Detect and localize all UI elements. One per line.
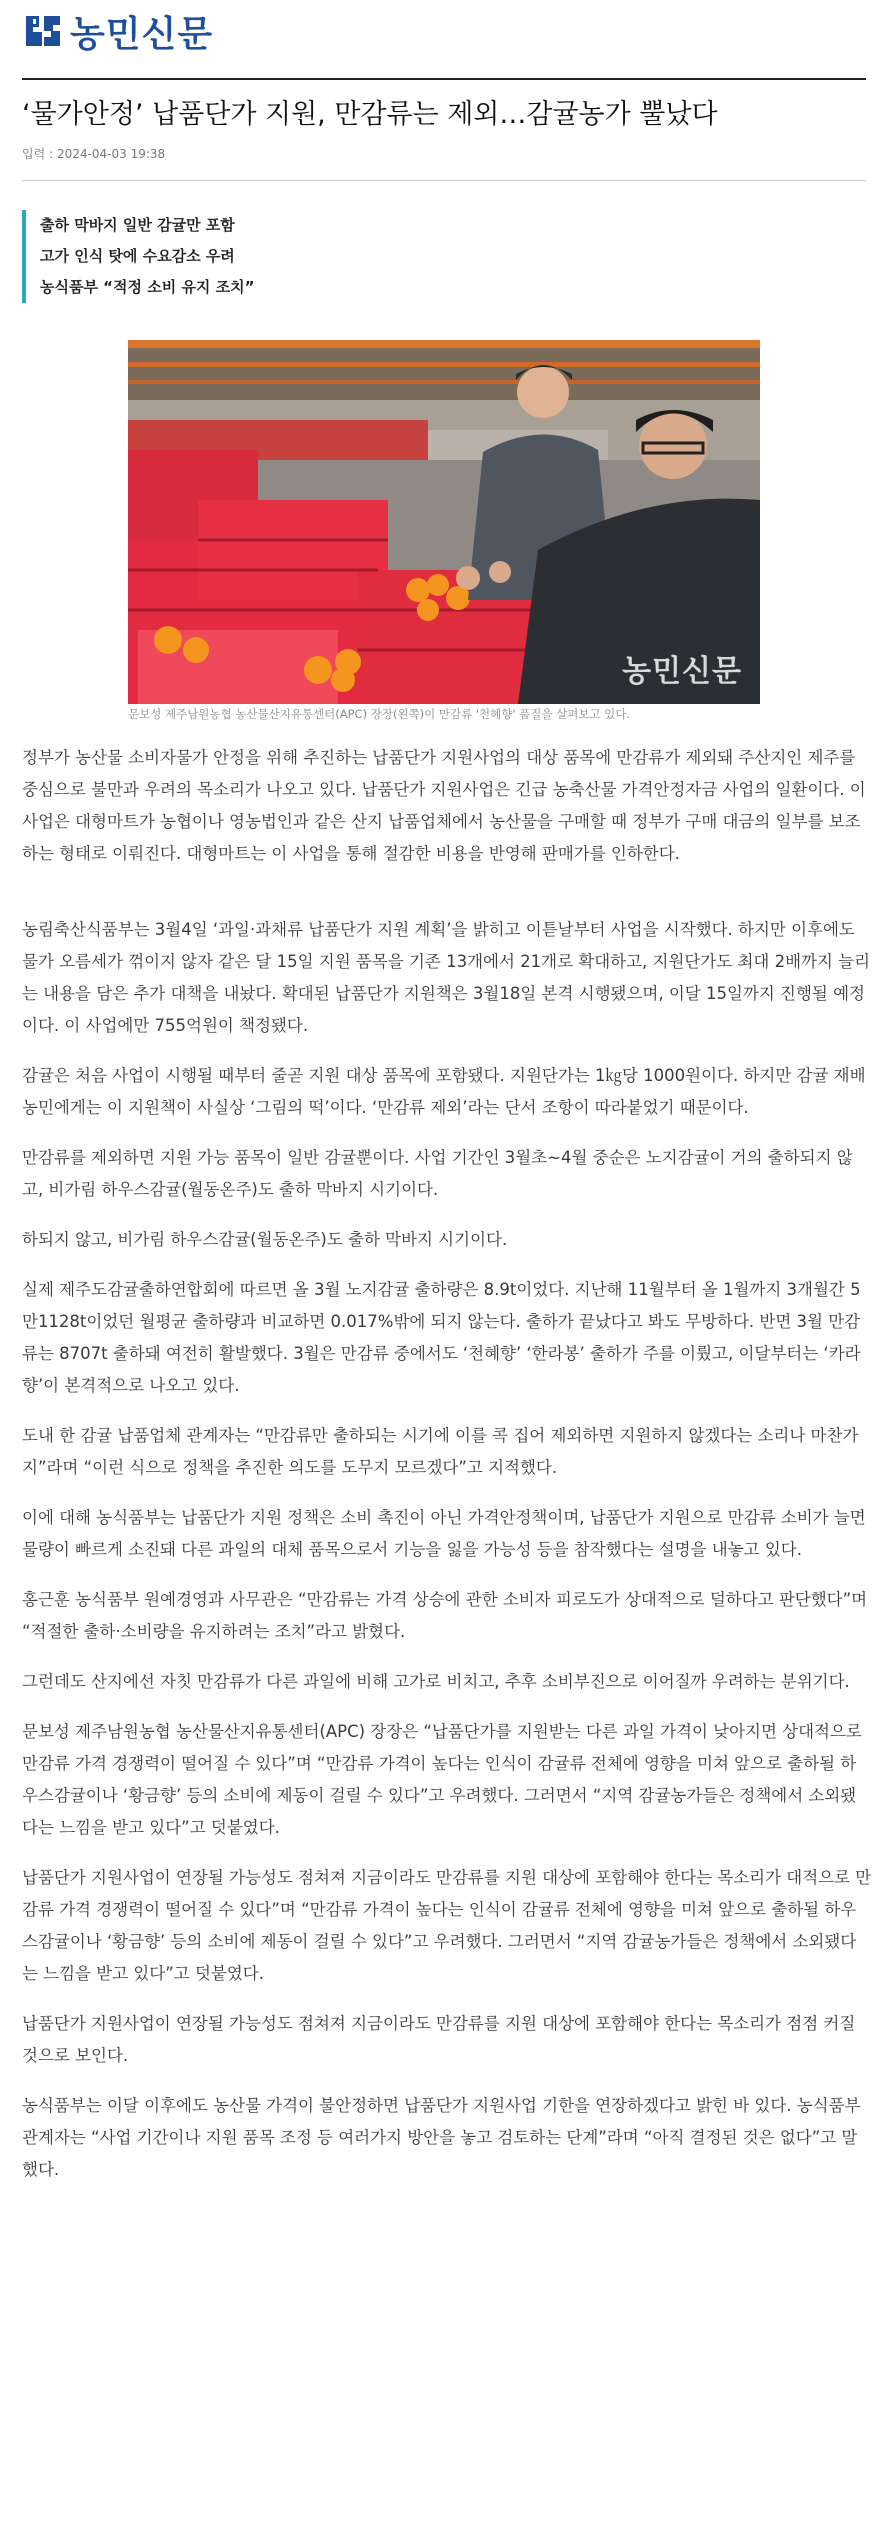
article-headline: ‘물가안정’ 납품단가 지원, 만감류는 제외…감귤농가 뿔났다 [22, 99, 718, 130]
paragraph: 그런데도 산지에선 자칫 만감류가 다른 과일에 비해 고가로 비치고, 추후 소비부진으로 이어질까 우려하는 분위기다. [22, 1672, 850, 1691]
paragraph: 감귤은 처음 사업이 시행될 때부터 줄곧 지원 대상 품목에 포함됐다. 지원단가는 1㎏당 1000원이다. 하지만 감귤 재배농민에게는 이 지원책이 사실상 ‘그림의 떡’이다. ‘만감류 제외’라는 단서 조항이 따라붙었기 때문이다. [22, 1066, 866, 1117]
headline-divider [22, 180, 866, 181]
paragraph: 도내 한 감귤 납품업체 관계자는 “만감류만 출하되는 시기에 이를 콕 집어 제외하면 지원하지 않겠다는 소리나 마찬가지”라며 “이런 식으로 정책을 추진한 의도를 도무지 모르겠다”고 지적했다. [22, 1426, 859, 1477]
photo-watermark: 농민신문 [622, 654, 742, 689]
subhead-1: 출하 막바지 일반 감귤만 포함 [40, 216, 235, 234]
photo-caption: 문보성 제주남원농협 농산물산지유통센터(APC) 장장(왼쪽)이 만감류 '천혜향' 품질을 살펴보고 있다. [128, 707, 631, 721]
article-body [22, 742, 872, 2204]
article-photo[interactable] [128, 340, 760, 704]
header-divider [22, 78, 866, 80]
paragraph: 농식품부는 이달 이후에도 농산물 가격이 불안정하면 납품단가 지원사업 기한을 연장하겠다고 밝힌 바 있다. 농식품부 관계자는 “사업 기간이나 지원 품목 조정 등 여러가지 방안을 놓고 검토하는 단계”라며 “아직 결정된 것은 없다”고 말했다. [22, 2096, 861, 2179]
paragraph: 이에 대해 농식품부는 납품단가 지원 정책은 소비 촉진이 아닌 가격안정책이며, 납품단가 지원으로 만감류 소비가 늘면 물량이 빠르게 소진돼 다른 과일의 대체 품목으로서 기능을 잃을 가능성 등을 참작했다는 설명을 내놓고 있다. [22, 1508, 866, 1559]
subhead-3: 농식품부 “적정 소비 유지 조치” [40, 278, 255, 296]
paragraph: 실제 제주도감귤출하연합회에 따르면 올 3월 노지감귤 출하량은 8.9t이었다. 지난해 11월부터 올 1월까지 3개월간 5만1128t이었던 월평균 출하량과 비교하면 0.017%밖에 되지 않는다. 출하가 끝났다고 봐도 무방하다. 반면 3월 만감류는 8707t 출하돼 여전히 활발했다. 3월은 만감류 중에서도 ‘천혜향’ ‘한라봉’ 출하가 주를 이뤘고, 이달부터는 ‘카라향’이 본격적으로 나오고 있다. [22, 1280, 861, 1395]
article-dateline [22, 145, 169, 162]
article-subheads [22, 210, 860, 303]
paragraph: 하되지 않고, 비가림 하우스감귤(월동온주)도 출하 막바지 시기이다. [22, 1230, 508, 1249]
paragraph: 문보성 제주남원농협 농산물산지유통센터(APC) 장장은 “납품단가를 지원받는 다른 과일 가격이 낮아지면 상대적으로 만감류 가격 경쟁력이 떨어질 수 있다”며 “만감류 가격이 높다는 인식이 감귤류 전체에 영향을 미쳐 앞으로 출하될 하우스감귤이나 ‘황금향’ 등의 소비에 제동이 걸릴 수 있다”고 우려했다. 그러면서 “지역 감귤농가들은 정책에서 소외됐다는 느낌을 받고 있다”고 덧붙였다. [22, 1722, 862, 1837]
paragraph: 농림축산식품부는 3월4일 ‘과일·과채류 납품단가 지원 계획’을 밝히고 이튿날부터 사업을 시작했다. 하지만 이후에도 물가 오름세가 꺾이지 않자 같은 달 15일 지원 품목을 기존 13개에서 21개로 확대하고, 지원단가도 최대 2배까지 늘리는 내용을 담은 추가 대책을 내놨다. 확대된 납품단가 지원책은 3월18일 본격 시행됐으며, 이달 15일까지 진행될 예정이다. 이 사업에만 755억원이 책정됐다. [22, 920, 871, 1035]
date-label: 입력 : [22, 147, 54, 161]
nongmin-logo-icon [22, 10, 64, 52]
masthead-logo-text: 농민신문 [70, 13, 214, 55]
paragraph: 정부가 농산물 소비자물가 안정을 위해 추진하는 납품단가 지원사업의 대상 품목에 만감류가 제외돼 주산지인 제주를 중심으로 불만과 우려의 목소리가 나오고 있다. 납품단가 지원사업은 긴급 농축산물 가격안정자금 사업의 일환이다. 이 사업은 대형마트가 농협이나 영농법인과 같은 산지 납품업체에서 농산물을 구매할 때 정부가 구매 대금의 일부를 보조하는 형태로 이뤄진다. 대형마트는 이 사업을 통해 절감한 비용을 반영해 판매가를 인하한다. [22, 748, 866, 863]
masthead[interactable] [22, 10, 214, 55]
paragraph: 납품단가 지원사업이 연장될 가능성도 점쳐져 지금이라도 만감류를 지원 대상에 포함해야 한다는 목소리가 점점 커질 것으로 보인다. [22, 2014, 856, 2065]
paragraph: 만감류를 제외하면 지원 가능 품목이 일반 감귤뿐이다. 사업 기간인 3월초∼4월 중순은 노지감귤이 거의 출하되지 않고, 비가림 하우스감귤(월동온주)도 출하 막바지 시기이다. [22, 1148, 853, 1199]
paragraph: 납품단가 지원사업이 연장될 가능성도 점쳐져 지금이라도 만감류를 지원 대상에 포함해야 한다는 목소리가 대적으로 만감류 가격 경쟁력이 떨어질 수 있다”며 “만감류 가격이 높다는 인식이 감귤류 전체에 영향을 미쳐 앞으로 출하될 하우스감귤이나 ‘황금향’ 등의 소비에 제동이 걸릴 수 있다”고 우려했다. 그러면서 “지역 감귤농가들은 정책에서 소외됐다는 느낌을 받고 있다”고 덧붙였다. [22, 1868, 872, 1983]
paragraph: 홍근훈 농식품부 원예경영과 사무관은 “만감류는 가격 상승에 관한 소비자 피로도가 상대적으로 덜하다고 판단했다”며 “적절한 출하·소비량을 유지하려는 조치”라고 밝혔다. [22, 1590, 868, 1641]
subhead-2: 고가 인식 탓에 수요감소 우려 [40, 247, 235, 265]
date-value: 2024-04-03 19:38 [57, 147, 166, 161]
